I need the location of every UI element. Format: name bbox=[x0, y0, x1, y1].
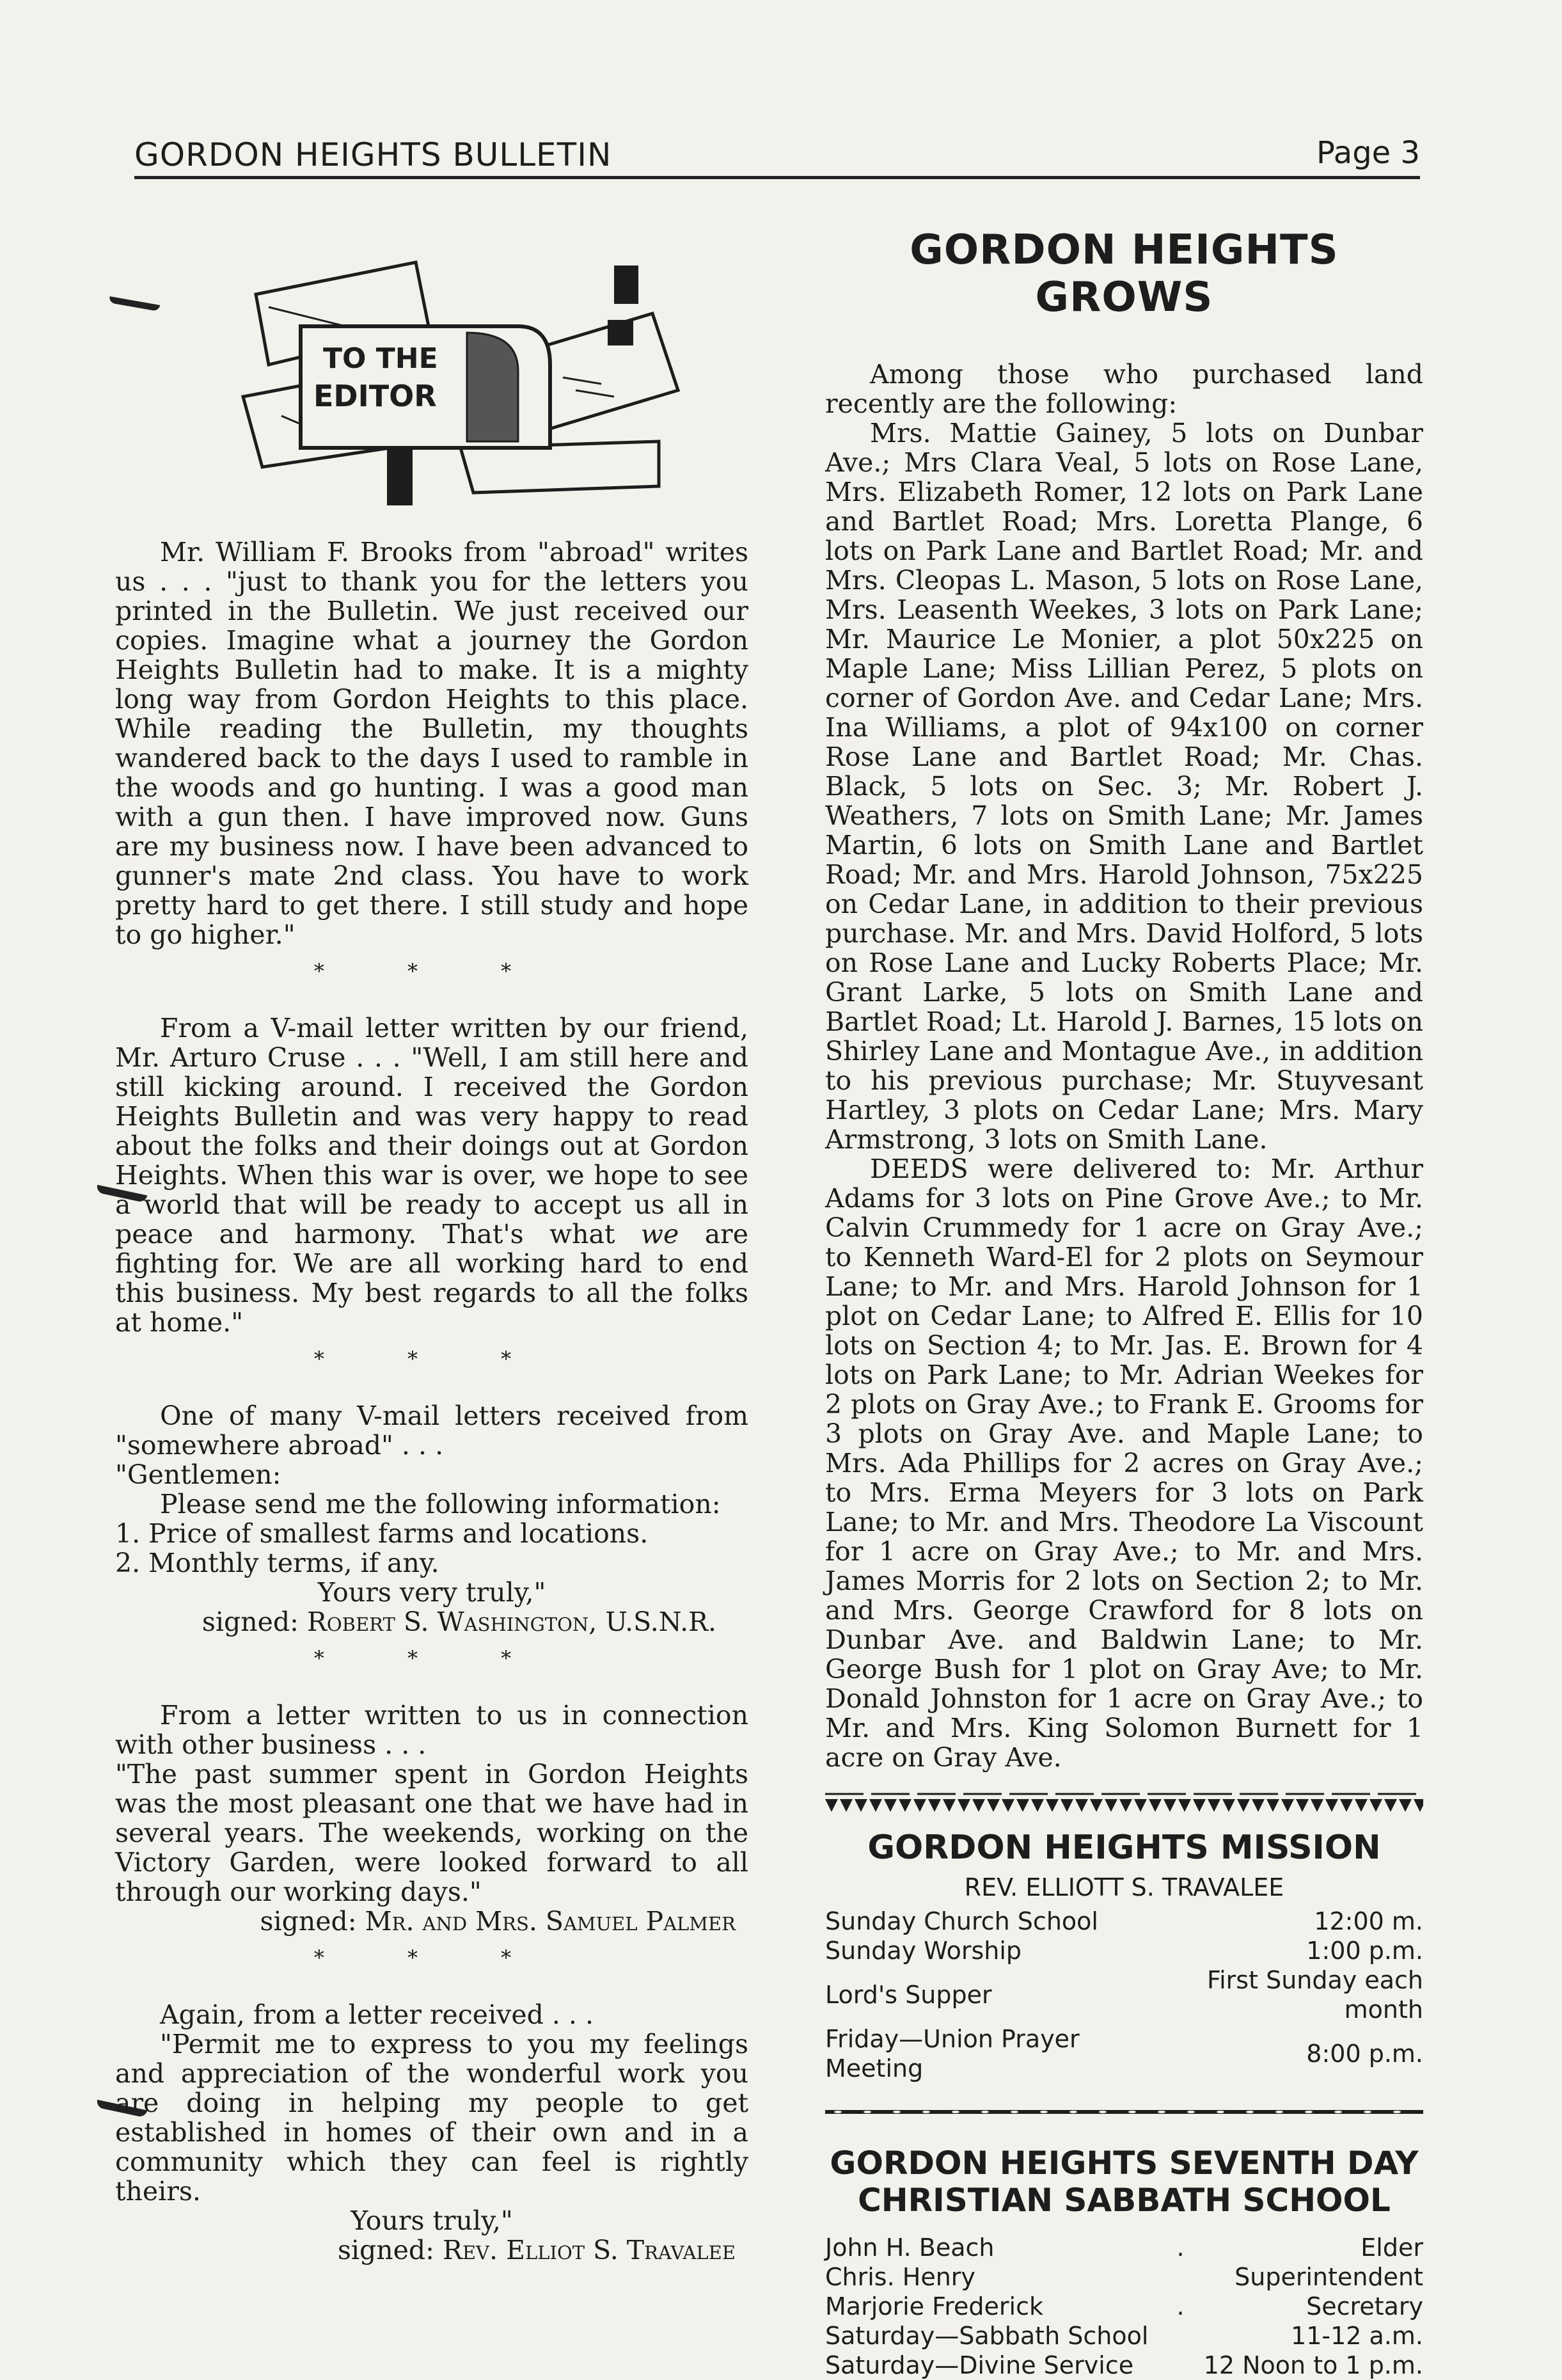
sabbath-value: Elder bbox=[1361, 2233, 1423, 2262]
triangle-ornament bbox=[1208, 1799, 1220, 1812]
to-the-editor-logo bbox=[217, 256, 697, 512]
triangle-border-icon bbox=[825, 1790, 1423, 1813]
logo-line-2: EDITOR bbox=[313, 379, 437, 413]
chain-link-ornament bbox=[1099, 2111, 1107, 2113]
table-row bbox=[825, 1965, 1423, 2024]
triangle-ornament bbox=[928, 1799, 941, 1812]
triangle-ornament bbox=[840, 1799, 853, 1812]
schedule-label: Sunday Church School bbox=[825, 1907, 1098, 1935]
triangle-ornament bbox=[1340, 1799, 1353, 1812]
table-row bbox=[825, 2292, 1423, 2321]
sabbath-label: Saturday—Divine Service bbox=[825, 2351, 1134, 2379]
triangle-ornament bbox=[825, 1799, 838, 1812]
separator-stars: * * * bbox=[313, 1347, 550, 1371]
chain-link-ornament bbox=[1275, 2111, 1283, 2113]
triangle-ornament bbox=[1311, 1799, 1323, 1812]
palmer-letter bbox=[115, 1701, 748, 1936]
triangle-ornament bbox=[1369, 1799, 1382, 1812]
washington-item-2: 2. Monthly terms, if any. bbox=[115, 1548, 439, 1578]
mission-pastor: REV. ELLIOTT S. TRAVALEE bbox=[964, 1873, 1284, 1901]
triangle-ornament bbox=[1164, 1799, 1176, 1812]
sabbath-label: John H. Beach bbox=[825, 2233, 995, 2262]
triangle-ornament bbox=[1178, 1799, 1191, 1812]
triangle-ornament bbox=[1222, 1799, 1235, 1812]
travalee-body: "Permit me to express to you my feelings and appreciation of the wonderful work you are doing in helping my people to get established in homes of their own and in a community which they can feel is rightly theirs. bbox=[115, 2029, 748, 2207]
triangle-ornament bbox=[1061, 1799, 1073, 1812]
sabbath-heading bbox=[825, 2145, 1423, 2219]
triangle-ornament bbox=[1399, 1799, 1412, 1812]
chain-link-ornament bbox=[893, 2111, 901, 2113]
washington-closing: Yours very truly," bbox=[317, 1577, 546, 1608]
travalee-intro: Again, from a letter received . . . bbox=[160, 1999, 594, 2030]
sabbath-value: 12 Noon to 1 p.m. bbox=[1203, 2351, 1423, 2379]
chain-link-ornament bbox=[1128, 2111, 1136, 2113]
triangle-ornament bbox=[1119, 1799, 1132, 1812]
triangle-ornament bbox=[1002, 1799, 1014, 1812]
triangle-ornament bbox=[1090, 1799, 1103, 1812]
chain-link-ornament bbox=[834, 2111, 842, 2113]
signer-name: Robert S. Washington, U.S.N.R. bbox=[307, 1606, 716, 1637]
grows-heading: GORDON HEIGHTS GROWS bbox=[910, 226, 1339, 321]
letters-column bbox=[115, 218, 748, 2265]
table-row bbox=[825, 1936, 1423, 1965]
triangle-divider bbox=[825, 1790, 1423, 1813]
schedule-label: Friday—Union Prayer Meeting bbox=[825, 2025, 1080, 2082]
chain-link-ornament bbox=[1246, 2111, 1254, 2113]
mission-schedule bbox=[825, 1907, 1423, 2083]
sabbath-label: Chris. Henry bbox=[825, 2263, 975, 2291]
chain-link-ornament bbox=[1364, 2111, 1371, 2113]
travalee-letter bbox=[115, 2000, 748, 2265]
sabbath-value: Superintendent bbox=[1235, 2263, 1423, 2291]
travalee-closing: Yours truly," bbox=[351, 2205, 513, 2236]
triangle-ornament bbox=[1266, 1799, 1279, 1812]
triangle-ornament bbox=[1355, 1799, 1368, 1812]
triangle-ornament bbox=[1281, 1799, 1294, 1812]
chain-link-ornament bbox=[1217, 2111, 1224, 2113]
triangle-ornament bbox=[1193, 1799, 1206, 1812]
triangle-ornament bbox=[1237, 1799, 1250, 1812]
cruse-letter-we: we bbox=[640, 1219, 679, 1250]
page-number: Page 3 bbox=[1316, 135, 1420, 171]
chain-link-ornament bbox=[922, 2111, 930, 2113]
sabbath-value: 11-12 a.m. bbox=[1291, 2322, 1423, 2350]
schedule-label: Sunday Worship bbox=[825, 1937, 1022, 1965]
palmer-intro: From a letter written to us in connection with other business . . . bbox=[115, 1700, 748, 1760]
triangle-ornament bbox=[958, 1799, 970, 1812]
triangle-ornament bbox=[899, 1799, 911, 1812]
signed-label: signed: bbox=[260, 1906, 357, 1937]
chain-link-ornament bbox=[1334, 2111, 1342, 2113]
leader-dot bbox=[1176, 2351, 1185, 2380]
washington-salutation: "Gentlemen: bbox=[115, 1459, 281, 1490]
triangle-ornament bbox=[1325, 1799, 1338, 1812]
triangle-ornament bbox=[987, 1799, 1000, 1812]
chain-link-ornament bbox=[1069, 2111, 1077, 2113]
triangle-ornament bbox=[1031, 1799, 1044, 1812]
separator-stars: * * * bbox=[313, 959, 550, 983]
sabbath-heading-line-2: CHRISTIAN SABBATH SCHOOL bbox=[858, 2182, 1391, 2219]
travalee-signature bbox=[115, 2235, 748, 2265]
triangle-ornament bbox=[943, 1799, 956, 1812]
chain-divider bbox=[825, 2105, 1423, 2119]
table-row bbox=[825, 1907, 1423, 1936]
cruse-letter-part2: are fighting for. We are all working hard to end this business. My best regards to all the folks at home." bbox=[115, 1219, 748, 1338]
signed-label: signed: bbox=[337, 2235, 434, 2265]
triangle-ornament bbox=[1252, 1799, 1265, 1812]
palmer-body: "The past summer spent in Gordon Heights was the most pleasant one that we have had in several years. The weekends, working on the Victory Garden, were looked forward to all through our working days." bbox=[115, 1759, 748, 1907]
schedule-time: 12:00 m. bbox=[1314, 1907, 1423, 1935]
grows-purchasers: Mrs. Mattie Gainey, 5 lots on Dunbar Ave.; Mrs Clara Veal, 5 lots on Rose Lane, Mrs. Elizabeth Romer, 12 lots on Park Lane and Bartlet Road; Mrs. Loretta Plange, 6 lots on Park Lane and Bartlet Road; Mr. and Mrs. Cleopas L. Mason, 5 lots on Rose Lane, Mrs. Leasenth Weekes, 3 lots on Park Lane; Mr. Maurice Le Monier, a plot 50x225 on Maple Lane; Miss Lillian Perez, 5 plots on corner of Gordon Ave. and Cedar Lane; Mrs. Ina Williams, a plot of 94x100 on corner Rose Lane and Bartlet Road; Mr. Chas. Black, 5 lots on Sec. 3; Mr. Robert J. Weathers, 7 lots on Smith Lane; Mr. James Martin, 6 lots on Smith Lane and Bartlet Road; Mr. and Mrs. Harold Johnson, 75x225 on Cedar Lane, in addition to their previous purchase. Mr. and Mrs. David Holford, 5 lots on Rose Lane and Lucky Roberts Place; Mr. Grant Larke, 5 lots on Smith Lane and Bartlet Road; Lt. Harold J. Barnes, 15 lots on Shirley Lane and Montague Ave., in addition to his previous purchase; Mr. Stuyvesant Hartley, 3 plots on Cedar Lane; Mrs. Mary Armstrong, 3 lots on Smith Lane. bbox=[825, 418, 1423, 1155]
washington-intro: One of many V-mail letters received from "somewhere abroad" . . . bbox=[115, 1400, 748, 1461]
washington-letter bbox=[115, 1401, 748, 1637]
triangle-ornament bbox=[1414, 1799, 1423, 1812]
leader-dot bbox=[1176, 2321, 1185, 2351]
table-row bbox=[825, 2024, 1423, 2083]
grows-deeds: DEEDS were delivered to: Mr. Arthur Adams for 3 lots on Pine Grove Ave.; to Mr. Calvin Crummedy for 1 acre on Gray Ave.; to Kenneth Ward-El for 2 plots on Seymour Lane; to Mr. and Mrs. Harold Johnson for 1 plot on Cedar Lane; to Alfred E. Ellis for 10 lots on Section 4; to Mr. Jas. E. Brown for 4 lots on Park Lane; to Mr. Adrian Weekes for 2 plots on Gray Ave.; to Frank E. Grooms for 3 plots on Gray Ave. and Maple Lane; to Mrs. Ada Phillips for 2 acres on Gray Ave.; to Mrs. Erma Meyers for 3 lots on Park Lane; to Mr. and Mrs. Theodore La Viscount for 1 acre on Gray Ave.; to Mr. and Mrs. James Morris for 2 lots on Section 2; to Mr. and Mrs. George Crawford for 8 lots on Dunbar Ave. and Baldwin Lane; to Mr. George Bush for 1 plot on Gray Ave; to Mr. Donald Johnston for 1 acre on Gray Ave.; to Mr. and Mrs. King Solomon Burnett for 1 acre on Gray Ave. bbox=[825, 1154, 1423, 1773]
sabbath-label: Saturday—Sabbath School bbox=[825, 2322, 1149, 2350]
palmer-signature bbox=[115, 1907, 748, 1936]
separator-stars: * * * bbox=[313, 1646, 550, 1670]
schedule-time: 1:00 p.m. bbox=[1306, 1937, 1423, 1965]
triangle-ornament bbox=[1075, 1799, 1088, 1812]
table-row bbox=[825, 2262, 1423, 2292]
schedule-time: 8:00 p.m. bbox=[1306, 2040, 1423, 2068]
triangle-ornament bbox=[1046, 1799, 1059, 1812]
cruse-letter-part1: From a V-mail letter written by our friend, Mr. Arturo Cruse . . . "Well, I am still here and still kicking around. I received the Gordon Heights Bulletin and was very happy to read about the folks and their doings out at Gordon Heights. When this war is over, we hope to see a world that will be ready to accept us all in peace and harmony. That's what bbox=[115, 1013, 748, 1250]
table-row bbox=[825, 2351, 1423, 2380]
leader-dot bbox=[1176, 2262, 1185, 2292]
chain-link-ornament bbox=[1011, 2111, 1018, 2113]
leader-dot: . bbox=[1176, 2233, 1185, 2262]
table-row bbox=[825, 2321, 1423, 2351]
chain-link-ornament bbox=[952, 2111, 959, 2113]
grows-intro: Among those who purchased land recently are the following: bbox=[825, 359, 1423, 419]
chain-link-ornament bbox=[864, 2111, 871, 2113]
signed-label: signed: bbox=[201, 1606, 299, 1637]
mission-heading: GORDON HEIGHTS MISSION bbox=[867, 1829, 1381, 1867]
sabbath-label: Marjorie Frederick bbox=[825, 2292, 1043, 2320]
washington-signature bbox=[115, 1607, 748, 1637]
signer-name: Mr. and Mrs. Samuel Palmer bbox=[365, 1906, 736, 1937]
chain-link-ornament bbox=[1305, 2111, 1313, 2113]
mailbox-illustration-icon bbox=[217, 256, 697, 512]
news-column bbox=[825, 218, 1423, 2380]
chain-border-icon bbox=[825, 2105, 1423, 2119]
chain-link-ornament bbox=[1393, 2111, 1401, 2113]
chain-link-ornament bbox=[1040, 2111, 1048, 2113]
triangle-ornament bbox=[913, 1799, 926, 1812]
brooks-letter: Mr. William F. Brooks from "abroad" writes us . . . "just to thank you for the letters you printed in the Bulletin. We just received our copies. Imagine what a journey the Gordon Heights Bulletin had to make. It is a mighty long way from Gordon Heights to this place. While reading the Bulletin, my thoughts wandered back to the days I used to ramble in the woods and go hunting. I was a good man with a gun then. I have improved now. Guns are my business now. I have been advanced to gunner's mate 2nd class. You have to work pretty hard to get there. I still study and hope to go higher." bbox=[115, 537, 748, 950]
page-header bbox=[134, 131, 1420, 179]
washington-item-1: 1. Price of smallest farms and locations. bbox=[115, 1518, 649, 1549]
table-row bbox=[825, 2233, 1423, 2262]
triangle-ornament bbox=[869, 1799, 882, 1812]
triangle-ornament bbox=[1105, 1799, 1117, 1812]
chain-link-ornament bbox=[1187, 2111, 1195, 2113]
triangle-ornament bbox=[1296, 1799, 1309, 1812]
sabbath-schedule bbox=[825, 2233, 1423, 2380]
triangle-ornament bbox=[884, 1799, 897, 1812]
separator-stars: * * * bbox=[313, 1946, 550, 1970]
triangle-ornament bbox=[972, 1799, 985, 1812]
bulletin-title: GORDON HEIGHTS BULLETIN bbox=[134, 136, 612, 173]
chain-link-ornament bbox=[1158, 2111, 1165, 2113]
triangle-ornament bbox=[1384, 1799, 1397, 1812]
logo-line-1: TO THE bbox=[323, 342, 438, 375]
leader-dot: . bbox=[1176, 2292, 1185, 2320]
triangle-ornament bbox=[1149, 1799, 1162, 1812]
sabbath-heading-line-1: GORDON HEIGHTS SEVENTH DAY bbox=[830, 2145, 1419, 2182]
schedule-time: First Sunday each month bbox=[1207, 1966, 1423, 2024]
triangle-ornament bbox=[1016, 1799, 1029, 1812]
triangle-ornament bbox=[1134, 1799, 1147, 1812]
cruse-letter bbox=[115, 1013, 748, 1337]
chain-link-ornament bbox=[981, 2111, 989, 2113]
triangle-ornament bbox=[855, 1799, 867, 1812]
washington-request: Please send me the following information: bbox=[160, 1489, 721, 1519]
schedule-label: Lord's Supper bbox=[825, 1981, 992, 2009]
signer-name: Rev. Elliot S. Travalee bbox=[443, 2235, 736, 2265]
sabbath-value: Secretary bbox=[1306, 2292, 1423, 2320]
